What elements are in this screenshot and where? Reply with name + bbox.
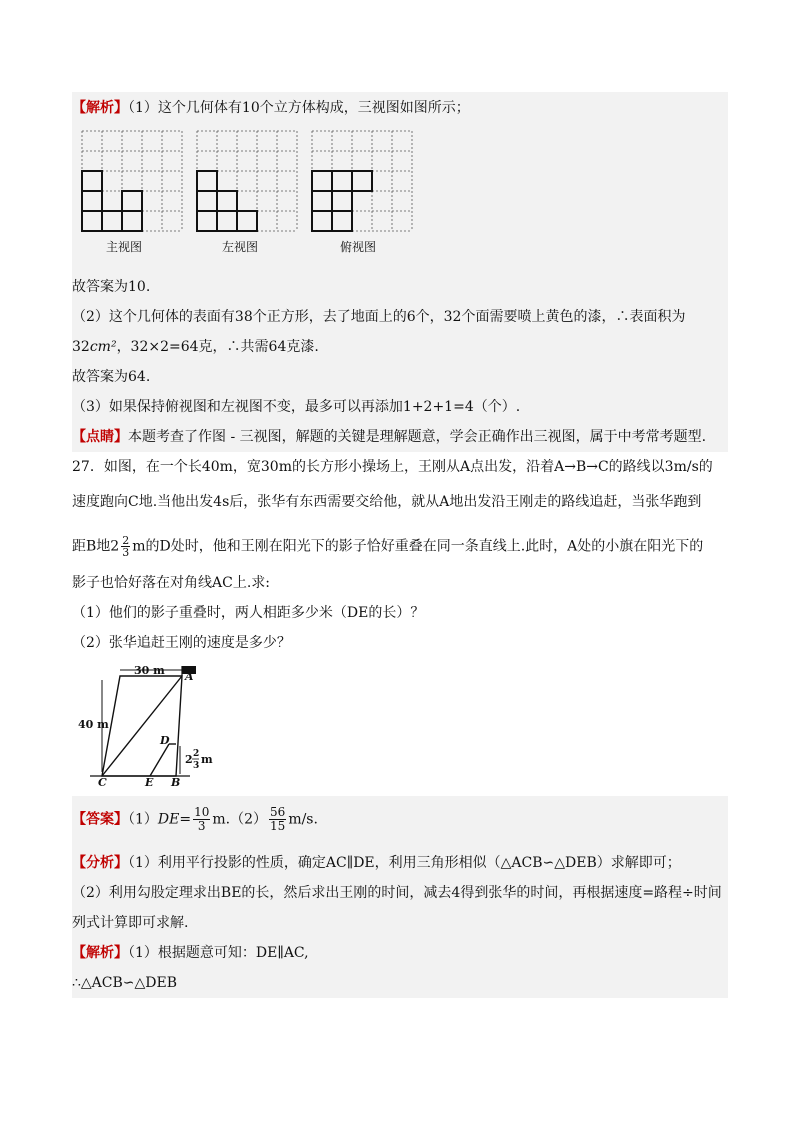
top-view-grid <box>312 131 412 231</box>
q27-line3-pre: 距B地 <box>72 538 111 555</box>
q27-line3-post: m的D处时，他和王刚在阳光下的影子恰好重叠在同一条直线上.此时，A处的小旗在阳光下的 <box>132 538 704 555</box>
main-view-squares <box>82 171 142 231</box>
answer-64-line: 故答案为64. <box>72 362 728 392</box>
right-label-unit: m <box>201 753 213 766</box>
main-view-label: 主视图 <box>106 240 143 254</box>
q27-sub-1: （1）他们的影子重叠时，两人相距多少米（DE的长）？ <box>72 605 425 621</box>
answer-fraction-2 <box>269 806 286 833</box>
point-c-label: C <box>98 776 107 786</box>
jiexi-line-1 <box>72 92 728 123</box>
dimension-lines <box>102 670 182 774</box>
fenxi-text-1: （1）利用平行投影的性质，确定AC∥DE，利用三角形相似（△ACB∽△DEB）求解即可； <box>128 855 681 871</box>
answer-tag: 【答案】 <box>72 811 128 828</box>
jiexi2-line-2: ∴△ACB∽△DEB <box>72 968 728 998</box>
main-view-grid <box>82 131 182 231</box>
three-views-svg <box>72 123 432 263</box>
answer-u2: m/s. <box>288 811 318 828</box>
fenxi-line-2: （2）利用勾股定理求出BE的长，然后求出王刚的时间，减去4得到张华的时间，再根据速度=路程÷时间 <box>72 878 728 908</box>
fraction-numerator: 10 <box>194 805 210 819</box>
answer-de: DE <box>157 811 180 828</box>
mixed-fraction <box>121 535 130 558</box>
jiexi2-text: （1）根据题意可知：DE∥AC, <box>128 945 309 961</box>
area-unit: cm² <box>89 339 117 355</box>
diagonal-ac <box>102 676 182 776</box>
point-e-label: E <box>145 776 154 786</box>
three-views-figure <box>72 123 728 263</box>
part2-line-2 <box>72 332 728 362</box>
top-view-squares <box>312 171 372 231</box>
part2-rest: ，32×2=64克，∴共需64克漆. <box>116 339 319 355</box>
left-view-squares <box>197 171 257 231</box>
fraction-denominator: 3 <box>197 819 206 833</box>
answer-u1: m.（2） <box>212 811 268 828</box>
q27-line-2: 速度跑向C地.当他出发4s后，张华有东西需要交给他，就从A地出发沿王刚走的路线追赶，当张华跑到 <box>72 494 702 510</box>
field-figure <box>72 666 728 786</box>
point-b-label: B <box>171 776 181 786</box>
right-label-denominator: 3 <box>193 761 200 771</box>
top-view-label: 俯视图 <box>340 240 377 254</box>
answer-10-line: 故答案为10. <box>72 263 728 302</box>
right-label-whole: 2 <box>185 753 193 766</box>
jiexi2-line-1 <box>72 938 728 968</box>
q27-line-4: 影子也恰好落在对角线AC上.求: <box>72 575 270 591</box>
field-figure-svg <box>72 666 232 786</box>
right-label-numerator: 2 <box>193 749 200 759</box>
fraction-numerator: 2 <box>122 534 130 547</box>
answer-p1: （1） <box>128 811 158 828</box>
answer-line <box>72 796 728 843</box>
dianjing-text: 本题考查了作图 - 三视图，解题的关键是理解题意，学会正确作出三视图，属于中考常考题型. <box>128 429 707 445</box>
part2-line-1: （2）这个几何体的表面有38个正方形，去了地面上的6个，32个面需要喷上黄色的漆，∴表面积为 <box>72 302 728 332</box>
answer-eq: = <box>179 811 192 828</box>
fenxi-line-1 <box>72 843 728 878</box>
top-dimension-label: 30 m <box>134 666 165 677</box>
mixed-whole: 2 <box>110 538 120 555</box>
jiexi-text: （1）这个几何体有10个立方体构成，三视图如图所示； <box>128 100 470 116</box>
fenxi-line-3: 列式计算即可求解. <box>72 908 728 938</box>
left-view-grid <box>197 131 297 231</box>
q27-line-1: 27．如图，在一个长40m，宽30m的长方形小操场上，王刚从A点出发，沿着A→B→C的路线以3m/s的 <box>72 459 713 475</box>
left-view-label: 左视图 <box>222 240 259 254</box>
answer-fraction-1 <box>193 806 210 833</box>
part3-line: （3）如果保持俯视图和左视图不变，最多可以再添加1+2+1=4（个）. <box>72 392 728 422</box>
fraction-denominator: 15 <box>270 819 286 833</box>
fraction-numerator: 56 <box>270 805 286 819</box>
dianjing-tag: 【点睛】 <box>72 429 128 445</box>
q27-sub-2: （2）张华追赶王刚的速度是多少？ <box>72 635 291 651</box>
document-page <box>72 92 728 998</box>
area-value: 32 <box>72 339 90 355</box>
point-d-label: D <box>160 734 170 747</box>
dianjing-line <box>72 422 728 452</box>
fraction-denominator: 3 <box>122 546 130 559</box>
segment-de <box>150 744 169 776</box>
left-dimension-label: 40 m <box>78 718 109 731</box>
jiexi-tag: 【解析】 <box>72 100 128 116</box>
fenxi-tag: 【分析】 <box>72 855 128 871</box>
point-a-label: A <box>185 670 194 683</box>
jiexi2-tag: 【解析】 <box>72 945 128 961</box>
q27-line-3 <box>72 517 728 563</box>
